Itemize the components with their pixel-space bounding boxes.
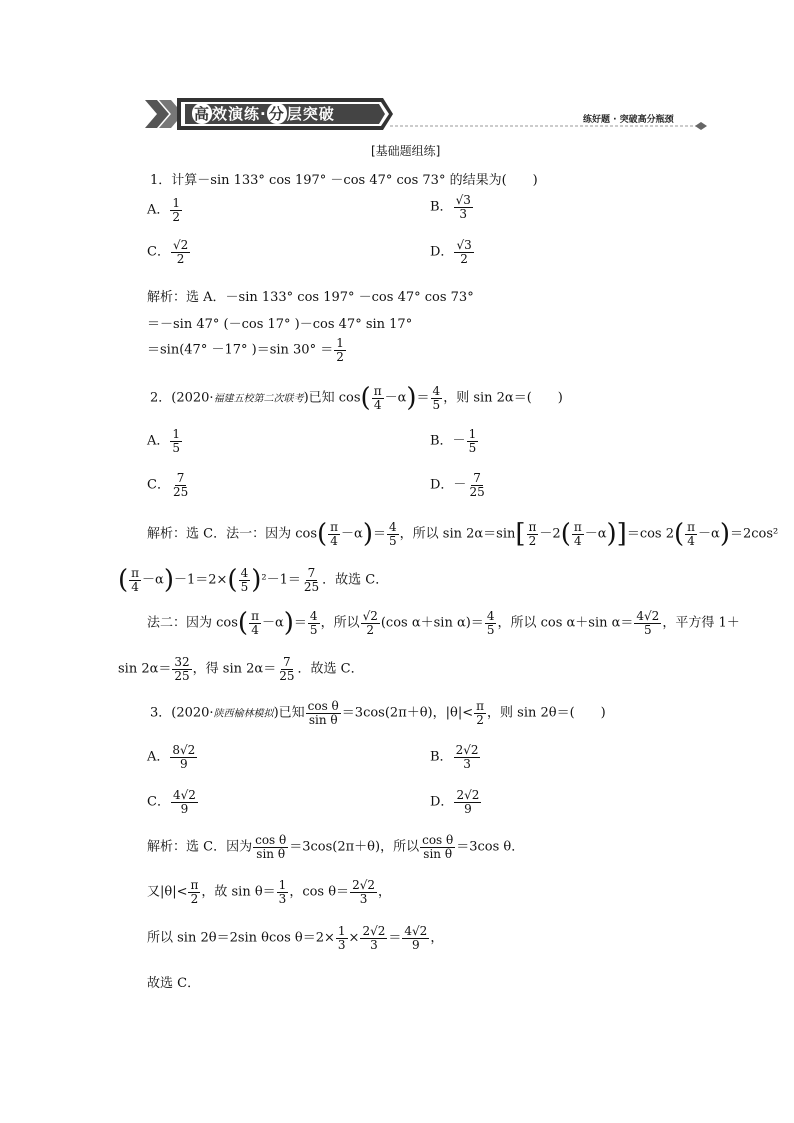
solution-text: ²－1＝	[261, 572, 301, 588]
option-label: C．	[147, 244, 170, 260]
section-title: [基础题组练]	[371, 144, 441, 158]
solution-text: ，cos θ＝	[289, 884, 350, 900]
solution-text: －1＝2×	[173, 572, 228, 588]
fraction	[454, 194, 473, 220]
numerator: 1	[468, 427, 477, 441]
solution-text: ＝	[388, 930, 402, 946]
denominator: 2	[172, 209, 181, 224]
stem-text: )已知 cos	[303, 390, 361, 406]
numerator: 1	[172, 427, 181, 441]
option-label: B．	[430, 199, 453, 215]
solution-text: ，平方得 1＋	[662, 615, 740, 631]
option-label: C．	[147, 477, 170, 493]
solution-text: ，所以 sin 2α＝sin	[399, 526, 516, 542]
q3-solution-line-3: 所以 sin 2θ＝2sin θcos θ＝2× $\frac{1}{3}$ × $\frac{2√2}{3}$ ＝ $\frac{4√2}{9}$ ，	[147, 924, 444, 952]
numerator: 1	[172, 196, 181, 210]
solution-text: sin 2α＝	[118, 661, 172, 677]
numerator: 7	[176, 471, 185, 485]
solution-text: 又|θ|<	[147, 884, 188, 900]
option-label: D．－	[430, 477, 467, 493]
q3-option-d	[430, 789, 482, 815]
denominator: 25	[172, 484, 189, 499]
option-label: B．	[430, 749, 453, 765]
solution-text: ，所以	[320, 615, 360, 631]
numerator: 2√2	[456, 788, 480, 802]
solution-text: ．故选 C．	[322, 572, 389, 588]
solution-text: ，所以 cos α＋sin α＝	[497, 615, 634, 631]
q1-option-d	[430, 239, 475, 265]
solution-text: ．故选 C．	[297, 661, 364, 677]
stem-text: ＝3cos(2π＋θ)，|θ|<	[341, 705, 474, 721]
denominator: 9	[464, 801, 472, 816]
denominator: 25	[469, 484, 485, 499]
denominator: 9	[180, 756, 188, 771]
solution-text: ＝3cos θ．	[456, 839, 525, 855]
q3-solution-line-1: 解析：选 C．因为 $\frac{\text{cos θ}}{\text{sin θ}}$ ＝3cos(2π＋θ)，所以 $\frac{\text{cos θ}}{\text{sin θ}}$ ＝3cos θ．	[147, 833, 525, 861]
option-label: B．－	[430, 433, 466, 449]
solution-text: ×	[348, 930, 360, 946]
option-label: C．	[147, 794, 170, 810]
numerator: √2	[172, 238, 189, 252]
stem-text: ，则 sin 2θ＝( )	[487, 705, 606, 721]
solution-text: ＝sin(47° －17° )＝sin 30° ＝	[147, 342, 334, 358]
fraction	[454, 744, 481, 770]
solution-text: 解析：选 C．因为	[147, 839, 253, 855]
denominator: 2	[336, 349, 344, 364]
option-label: A．	[147, 749, 170, 765]
fraction	[170, 744, 197, 770]
fraction	[170, 197, 182, 223]
solution-text: ＝cos 2	[626, 526, 674, 542]
numerator: √3	[455, 193, 471, 207]
denominator: 5	[172, 440, 181, 455]
q2-stem: 2．(2020·福建五校第二次联考)已知 cos( $\frac{\pi}{4}$ －α)＝ $\frac{4}{5}$ ，则 sin 2α＝( )	[150, 383, 563, 414]
fraction	[334, 337, 346, 363]
fraction	[171, 239, 190, 265]
solution-text: 法二：因为 cos	[147, 615, 238, 631]
solution-text: 解析：选 C．法一：因为 cos	[147, 526, 317, 542]
denominator: 2	[176, 251, 185, 266]
q1-solution-line-1: 解析：选 A．－sin 133° cos 197° －cos 47° cos 73°	[147, 290, 474, 305]
stem-text: 3．(2020·	[150, 705, 214, 721]
numerator: 4√2	[172, 788, 196, 802]
banner-char-7: 突破	[302, 105, 335, 123]
banner-char-1: 高	[194, 105, 211, 123]
q1-stem: 1．计算－sin 133° cos 197° －cos 47° cos 73° 的结果为( )	[150, 173, 538, 188]
q2-option-d	[430, 472, 488, 498]
option-label: D．	[430, 794, 454, 810]
fraction	[171, 789, 198, 815]
fraction	[454, 239, 473, 265]
stem-text: 2．(2020·	[150, 390, 214, 406]
denominator: 3	[459, 206, 468, 221]
fraction	[171, 472, 190, 498]
q2-method2-line-1: 法二：因为 cos( $\frac{\pi}{4}$ －α)＝ $\frac{4}{5}$ ，所以 $\frac{√2}{2}$ (cos α＋sin α)＝ $\frac{4}{5}$ ，所以 cos α＋sin α＝ $\frac{4√2}{5}$ ，平方得 1＋	[147, 608, 740, 639]
q3-option-c	[147, 789, 199, 815]
source-tag: 福建五校第二次联考	[213, 393, 304, 405]
denominator: 3	[463, 756, 471, 771]
solution-text: ，得 sin 2α＝	[192, 661, 277, 677]
numerator: 2√2	[455, 743, 479, 757]
option-label: A．	[147, 433, 170, 449]
q2-option-a	[147, 428, 183, 454]
denominator: 2	[460, 251, 468, 266]
q1-solution-line-3	[147, 337, 347, 363]
denominator: 5	[468, 440, 477, 455]
solution-text: ，	[430, 930, 444, 946]
q2-option-b	[430, 428, 479, 454]
q1-option-b	[430, 194, 474, 220]
solution-text: ＝3cos(2π＋θ)，所以	[289, 839, 420, 855]
numerator: √3	[456, 238, 472, 252]
fraction	[467, 472, 486, 498]
q2-solution-line-1: 解析：选 C．法一：因为 cos( $\frac{\pi}{4}$ －α)＝ $\frac{4}{5}$ ，所以 sin 2α＝sin[ $\frac{\pi}{2}$ －2( $\frac{\pi}{4}$ －α)]＝cos 2( $\frac{\pi}{4}$ －α)＝2cos²	[147, 519, 779, 550]
banner-char-3: 演练	[228, 105, 261, 123]
q2-option-c	[147, 472, 191, 498]
q3-stem: 3．(2020·陕西榆林模拟)已知 $\frac{\text{cos θ}}{\text{sin θ}}$ ＝3cos(2π＋θ)，|θ|< $\frac{\pi}{2}$ ，则 sin 2θ＝( )	[150, 699, 606, 727]
q3-solution-line-4: 故选 C．	[147, 976, 201, 991]
solution-text: ＝2cos²	[729, 526, 779, 542]
q1-option-c	[147, 239, 191, 265]
option-label: D．	[430, 244, 454, 260]
q3-option-b	[430, 744, 481, 770]
fraction	[170, 428, 182, 454]
banner-title	[192, 103, 335, 124]
banner-char-5: 分	[268, 105, 285, 123]
q2-solution-line-2: ( $\frac{\pi}{4}$ －α)－1＝2×( $\frac{4}{5}$ )²－1＝ $\frac{7}{25}$ ．故选 C．	[118, 565, 389, 596]
fraction	[467, 428, 479, 454]
solution-text: (cos α＋sin α)＝	[380, 615, 484, 631]
header-caption: 练好题 · 突破高分瓶颈	[583, 115, 674, 125]
banner-char-2: 效	[212, 105, 229, 123]
q2-method2-line-2: sin 2α＝ $\frac{32}{25}$ ，得 sin 2α＝ $\frac{7}{25}$ ．故选 C．	[118, 655, 364, 683]
stem-text: ，则 sin 2α＝( )	[443, 390, 563, 406]
solution-text: ，故 sin θ＝	[201, 884, 276, 900]
banner-char-4: ·	[260, 105, 267, 123]
q1-option-a	[147, 197, 183, 223]
q1-solution-line-2: ＝－sin 47° (－cos 17° )－cos 47° sin 17°	[147, 317, 413, 332]
banner-char-6: 层	[286, 105, 303, 123]
denominator: 9	[180, 801, 189, 816]
solution-text: 所以 sin 2θ＝2sin θcos θ＝2×	[147, 930, 335, 946]
numerator: 1	[336, 336, 344, 350]
source-tag: 陕西榆林模拟	[213, 708, 274, 720]
stem-text: )已知	[273, 705, 305, 721]
numerator: 7	[473, 471, 481, 485]
numerator: 8√2	[172, 743, 196, 757]
q3-option-a	[147, 744, 198, 770]
fraction	[454, 789, 481, 815]
q3-solution-line-2: 又|θ|< $\frac{\pi}{2}$ ，故 sin θ＝ $\frac{1}{3}$ ，cos θ＝ $\frac{2√2}{3}$ ，	[147, 878, 391, 906]
option-label: A．	[147, 202, 170, 218]
